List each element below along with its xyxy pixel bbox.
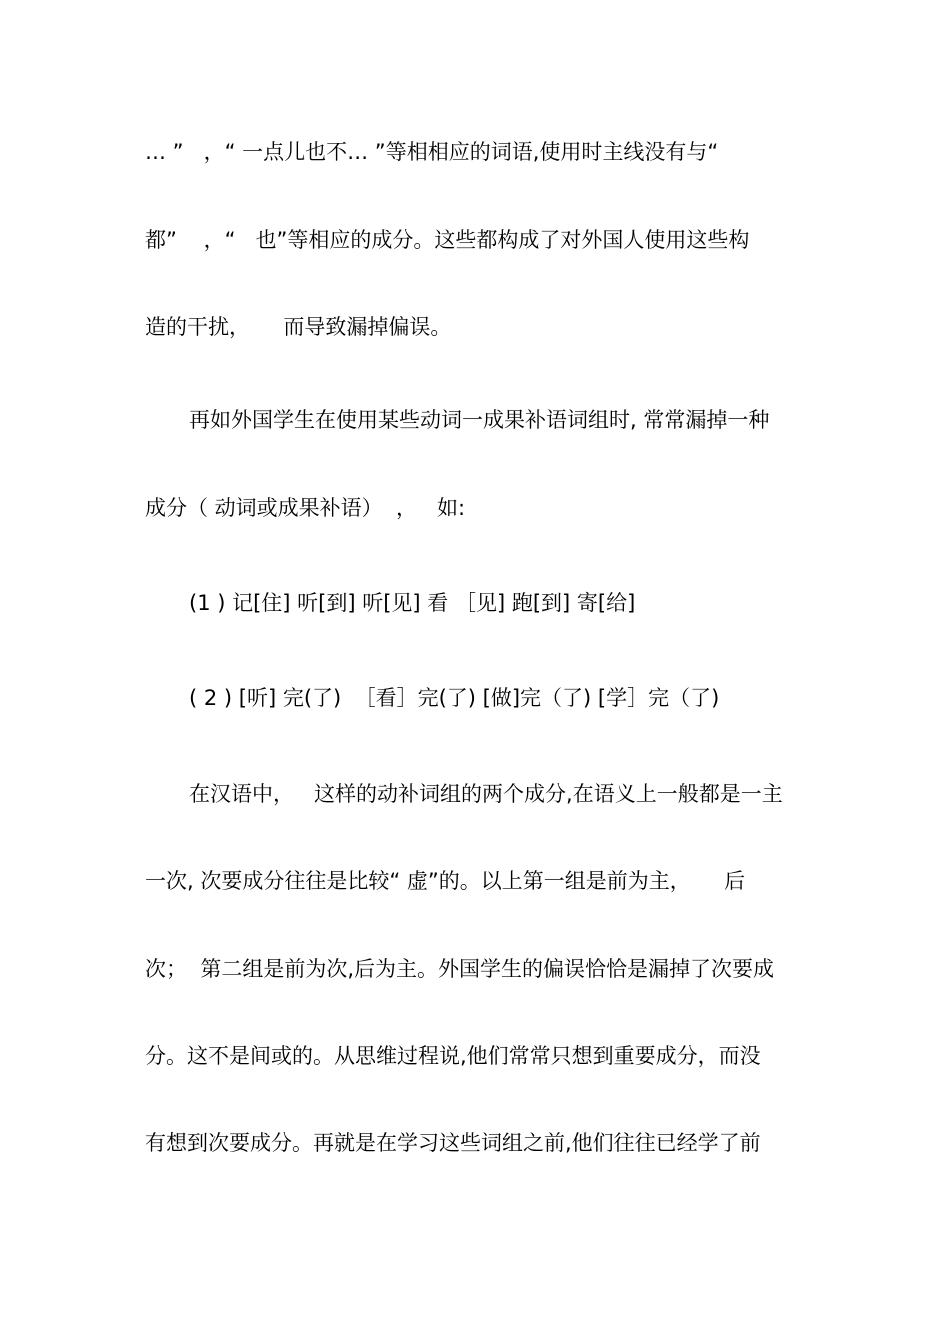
text-line: 分。这不是间或的。从思维过程说,他们常常只想到重要成分，而没 bbox=[145, 1044, 761, 1068]
paragraph-first-line: 再如外国学生在使用某些动词一成果补语词组时, 常常漏掉一种 bbox=[189, 408, 770, 432]
example-line-1: (1 ) 记[住] 听[到] 听[见] 看 ［见] 跑[到] 寄[给] bbox=[189, 591, 636, 615]
text-line: … ” ，“ 一点儿也不… ”等相相应的词语,使用时主线没有与“ bbox=[145, 140, 719, 164]
text-line: 有想到次要成分。再就是在学习这些词组之前,他们往往已经学了前 bbox=[145, 1131, 761, 1155]
text-line: 造的干扰， 而导致漏掉偏误。 bbox=[145, 315, 452, 339]
text-line: 成分（ 动词或成果补语） ， 如: bbox=[145, 496, 466, 520]
text-line: 都” ，“ 也”等相应的成分。这些都构成了对外国人使用这些构 bbox=[145, 228, 750, 252]
text-line: 次； 第二组是前为次,后为主。外国学生的偏误恰恰是漏掉了次要成 bbox=[145, 957, 775, 981]
text-line: 一次, 次要成分往往是比较“ 虚”的。以上第一组是前为主， 后 bbox=[145, 869, 746, 893]
example-line-2: ( 2 ) [听] 完(了) ［看］完(了) [做]完（了) [学］完（了) bbox=[189, 686, 720, 710]
paragraph-first-line: 在汉语中， 这样的动补词组的两个成分,在语义上一般都是一主 bbox=[189, 782, 783, 806]
